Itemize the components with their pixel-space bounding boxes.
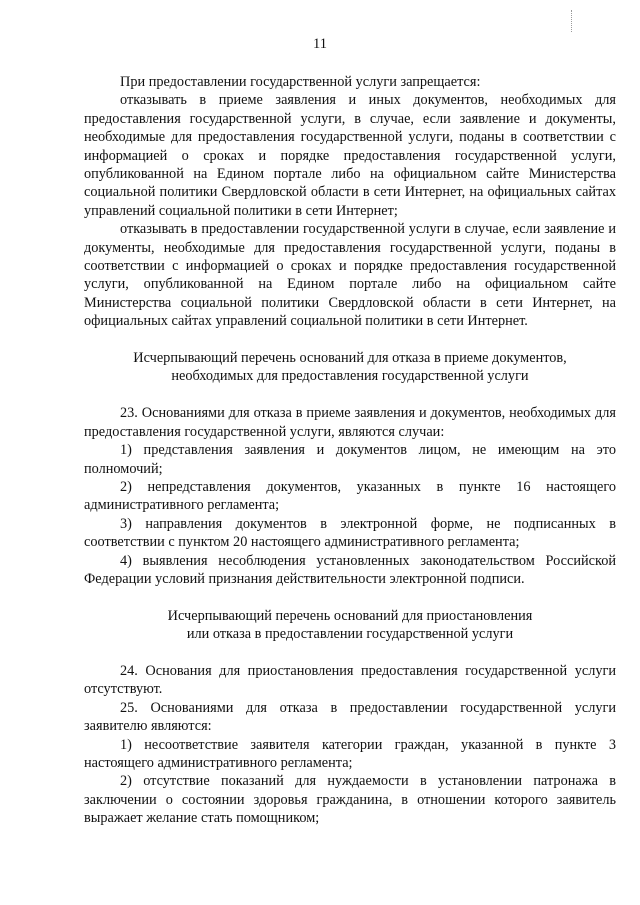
paragraph-item-23-4: 4) выявления несоблюдения установленных законодательством Российской Федерации условий признания действительности электронной подписи.	[84, 552, 616, 587]
section-heading-reception-refusal	[84, 349, 616, 386]
page-number: 11	[313, 36, 327, 52]
paragraph-prohibitions-intro: При предоставлении государственной услуги запрещается:	[120, 74, 481, 90]
heading-line: Исчерпывающий перечень оснований для приостановления	[167, 607, 533, 624]
paragraph-item-24: 24. Основания для приостановления предоставления государственной услуги отсутствуют.	[84, 662, 616, 698]
scan-edge-marks	[571, 10, 573, 32]
heading-line: Исчерпывающий перечень оснований для отказа в приеме документов,	[133, 350, 567, 367]
heading-line: необходимых для предоставления государственной услуги	[171, 368, 529, 385]
paragraph-prohibition-reception: отказывать в приеме заявления и иных документов, необходимых для предоставления государственной услуги, в случае, если заявление и документы, необходимые для предоставления государственной услуги, поданы в соответствии с информацией о сроках и порядке предоставления государственной услуги, опубликованной на Едином портале либо на официальном сайте Министерства социальной политики Свердловской области в сети Интернет, на официальных сайтах управлений социальной политики в сети Интернет;	[84, 92, 616, 219]
paragraph-prohibition-provision: отказывать в предоставлении государственной услуги в случае, если заявление и документы, необходимые для предоставления государственной услуги, поданы в соответствии с информацией о сроках и порядке предоставления государственной услуги, опубликованной на Едином портале либо на официальном сайте Министерства социальной политики Свердловской области в сети Интернет, на официальных сайтах управлений социальной политики в сети Интернет.	[84, 221, 616, 330]
paragraph-item-23-1: 1) представления заявления и документов лицом, не имеющим на это полномочий;	[84, 442, 616, 477]
paragraph-item-25: 25. Основаниями для отказа в предоставлении государственной услуги заявителю являются:	[84, 699, 616, 735]
paragraph-item-23-3: 3) направления документов в электронной форме, не подписанных в соответствии с пунктом 20 настоящего административного регламента;	[84, 515, 616, 551]
paragraph-item-23-2: 2) непредставления документов, указанных в пункте 16 настоящего административного регламента;	[84, 478, 616, 514]
page-content	[84, 73, 616, 828]
paragraph-item-23: 23. Основаниями для отказа в приеме заявления и документов, необходимых для предоставления государственной услуги, являются случаи:	[84, 405, 616, 440]
section-heading-suspension-refusal	[84, 607, 616, 644]
paragraph-item-25-2: 2) отсутствие показаний для нуждаемости в установлении патронажа в заключении о состоянии здоровья гражданина, в отношении которого заявитель выражает желание стать помощником;	[84, 773, 616, 827]
paragraph-item-25-1: 1) несоответствие заявителя категории граждан, указанной в пункте 3 настоящего административного регламента;	[84, 736, 616, 771]
heading-line: или отказа в предоставлении государственной услуги	[186, 626, 514, 643]
